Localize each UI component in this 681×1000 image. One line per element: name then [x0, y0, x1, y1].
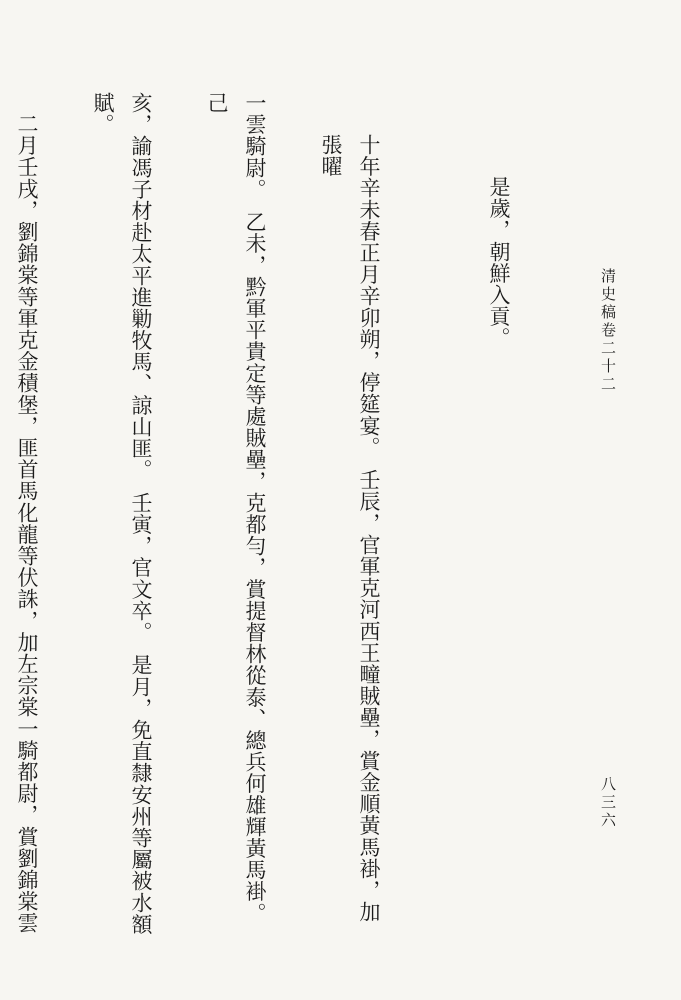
page-number: 八三六: [599, 776, 617, 830]
text-column: 二月壬戌，劉錦棠等軍克金積堡，匪首馬化龍等伏誅，加左宗棠一騎都尉，賞劉錦棠雲: [15, 113, 39, 934]
text-column: 十年辛未春正月辛卯朔，停筵宴。 壬辰，官軍克河西王疃賊壘，賞金順黃馬褂，加張曜: [319, 134, 381, 923]
text-column: 亥，諭馮子材赴太平進勦牧馬、諒山匪。 壬寅，官文卒。 是月，免直隸安州等屬被水額賦。: [91, 92, 153, 935]
main-text-block: [15, 92, 556, 942]
text-column: 是歲，朝鮮入貢。: [487, 176, 511, 349]
text-column: 一雲騎尉。 乙未，黔軍平貴定等處賊壘，克都勻，賞提督林從泰、總兵何雄輝黃馬褂。 己: [205, 92, 267, 936]
paragraph-gap: [426, 92, 442, 942]
running-header-title: 清史稿卷二十二: [599, 268, 617, 394]
